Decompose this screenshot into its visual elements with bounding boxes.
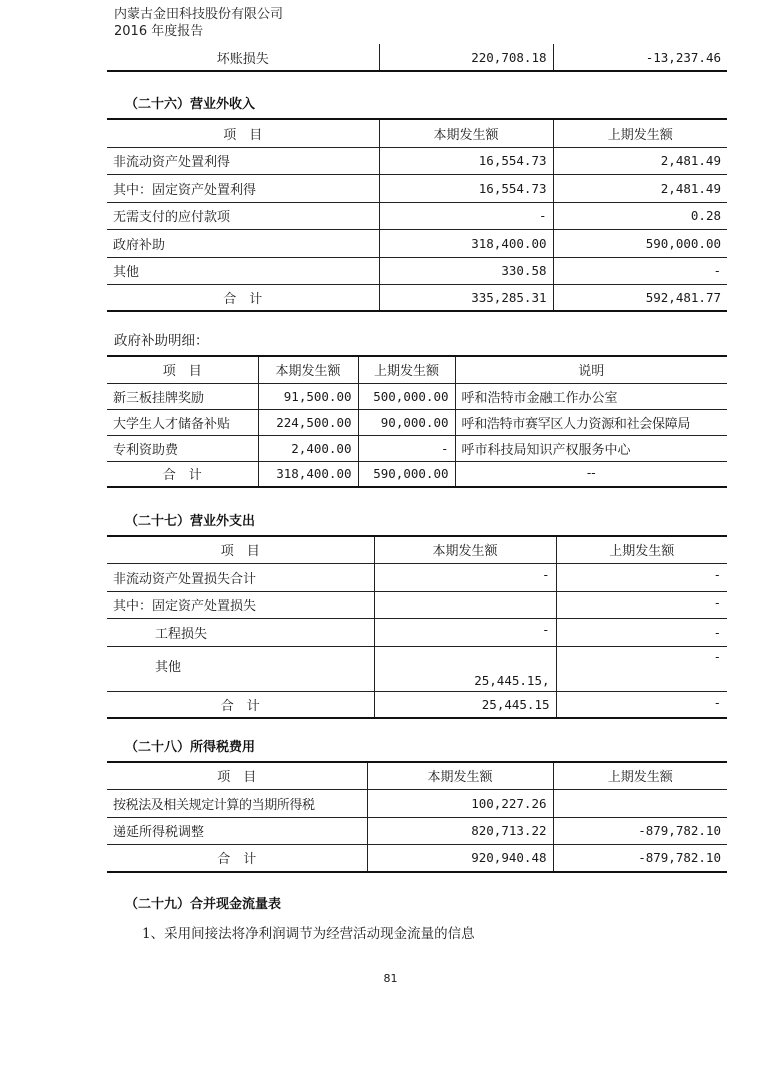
col-current: 本期发生额: [379, 119, 553, 147]
non-operating-expense-table: [107, 535, 727, 719]
current-amount: 25,445.15,: [374, 646, 556, 691]
prior-amount: 0.28: [553, 202, 727, 229]
row-label: 按税法及相关规定计算的当期所得税: [107, 789, 367, 817]
current-amount: 224,500.00: [258, 409, 358, 435]
row-label: 递延所得税调整: [107, 817, 367, 844]
prior-amount: -: [556, 646, 727, 691]
total-current: 318,400.00: [258, 461, 358, 487]
total-row: [107, 691, 727, 718]
col-item: 项 目: [107, 356, 258, 383]
total-row: [107, 284, 727, 311]
current-amount: -: [379, 202, 553, 229]
row-label: 坏账损失: [216, 51, 269, 67]
total-label: 合 计: [220, 698, 260, 714]
cash-flow-item-1: 1、采用间接法将净利润调节为经营活动现金流量的信息: [142, 926, 475, 942]
current-amount: -: [374, 618, 556, 646]
current-amount: [374, 591, 556, 618]
row-label: 其他: [107, 257, 379, 284]
col-prior: 上期发生额: [553, 119, 727, 147]
table-row: [107, 646, 727, 691]
table-row: [107, 202, 727, 229]
total-row: [107, 461, 727, 487]
table-row: [107, 229, 727, 257]
prior-amount: -: [358, 435, 455, 461]
section-27-title: （二十七）营业外支出: [125, 514, 256, 529]
table-row: [107, 383, 727, 409]
description: 呼和浩特市赛罕区人力资源和社会保障局: [455, 409, 727, 435]
total-label: 合 计: [223, 291, 263, 307]
description: 呼和浩特市金融工作办公室: [455, 383, 727, 409]
non-operating-income-table: [107, 118, 727, 312]
section-29-title: （二十九）合并现金流量表: [125, 897, 282, 912]
col-item: 项 目: [107, 536, 374, 563]
prior-amount: [553, 789, 727, 817]
current-amount: 330.58: [379, 257, 553, 284]
col-current: 本期发生额: [258, 356, 358, 383]
row-label: 工程损失: [107, 618, 374, 646]
table-row: [107, 618, 727, 646]
report-title: 2016 年度报告: [114, 24, 204, 39]
col-description: 说明: [455, 356, 727, 383]
current-amount: 100,227.26: [367, 789, 553, 817]
current-amount: 318,400.00: [379, 229, 553, 257]
prior-amount: -: [553, 257, 727, 284]
table-row: [107, 817, 727, 844]
prior-amount: -879,782.10: [553, 817, 727, 844]
total-current: 335,285.31: [379, 284, 553, 311]
prior-amount: -: [556, 563, 727, 591]
prior-amount: -: [556, 591, 727, 618]
prior-amount: -: [556, 618, 727, 646]
table-header-row: [107, 762, 727, 789]
gov-subsidy-table: [107, 355, 727, 488]
current-amount: 16,554.73: [379, 147, 553, 174]
table-row: [107, 563, 727, 591]
table-row: [107, 147, 727, 174]
col-prior: 上期发生额: [556, 536, 727, 563]
row-label: 专利资助费: [107, 435, 258, 461]
row-label: 其中：固定资产处置损失: [107, 591, 374, 618]
gov-subsidy-caption: 政府补助明细：: [114, 333, 209, 349]
prior-amount: 2,481.49: [553, 174, 727, 202]
table-row: [107, 257, 727, 284]
total-description: --: [455, 461, 727, 487]
total-label: 合 计: [162, 468, 202, 484]
table-row: [107, 174, 727, 202]
current-amount: 16,554.73: [379, 174, 553, 202]
table-row: [107, 44, 727, 71]
total-row: [107, 844, 727, 872]
col-item: 项 目: [107, 762, 367, 789]
prior-amount: -13,237.46: [553, 44, 727, 71]
row-label: 非流动资产处置利得: [107, 147, 379, 174]
total-label: 合 计: [217, 852, 257, 868]
total-prior: 590,000.00: [358, 461, 455, 487]
page-number: 81: [383, 972, 398, 985]
total-prior: -879,782.10: [553, 844, 727, 872]
section-28-title: （二十八）所得税费用: [125, 740, 256, 755]
table-row: [107, 591, 727, 618]
current-amount: 220,708.18: [379, 44, 553, 71]
table-header-row: [107, 356, 727, 383]
section-26-title: （二十六）营业外收入: [125, 97, 256, 112]
row-label: 其他: [107, 646, 374, 691]
prior-amount: 90,000.00: [358, 409, 455, 435]
table-header-row: [107, 536, 727, 563]
current-amount: 91,500.00: [258, 383, 358, 409]
total-prior: 592,481.77: [553, 284, 727, 311]
current-amount: 2,400.00: [258, 435, 358, 461]
row-label: 无需支付的应付款项: [107, 202, 379, 229]
current-amount: 820,713.22: [367, 817, 553, 844]
row-label: 其中：固定资产处置利得: [107, 174, 379, 202]
col-item: 项 目: [107, 119, 379, 147]
total-current: 920,940.48: [367, 844, 553, 872]
prior-amount: 590,000.00: [553, 229, 727, 257]
table-row: [107, 789, 727, 817]
col-prior: 上期发生额: [553, 762, 727, 789]
row-label: 非流动资产处置损失合计: [107, 563, 374, 591]
bad-debt-table: [107, 44, 727, 72]
col-current: 本期发生额: [374, 536, 556, 563]
total-current: 25,445.15: [374, 691, 556, 718]
prior-amount: 500,000.00: [358, 383, 455, 409]
table-row: [107, 435, 727, 461]
row-label: 新三板挂牌奖励: [107, 383, 258, 409]
description: 呼市科技局知识产权服务中心: [455, 435, 727, 461]
col-prior: 上期发生额: [358, 356, 455, 383]
row-label: 大学生人才储备补贴: [107, 409, 258, 435]
income-tax-expense-table: [107, 761, 727, 873]
row-label: 政府补助: [107, 229, 379, 257]
prior-amount: 2,481.49: [553, 147, 727, 174]
table-row: [107, 409, 727, 435]
current-amount: -: [374, 563, 556, 591]
table-header-row: [107, 119, 727, 147]
total-prior: -: [556, 691, 727, 718]
col-current: 本期发生额: [367, 762, 553, 789]
company-name: 内蒙古金田科技股份有限公司: [114, 7, 284, 22]
